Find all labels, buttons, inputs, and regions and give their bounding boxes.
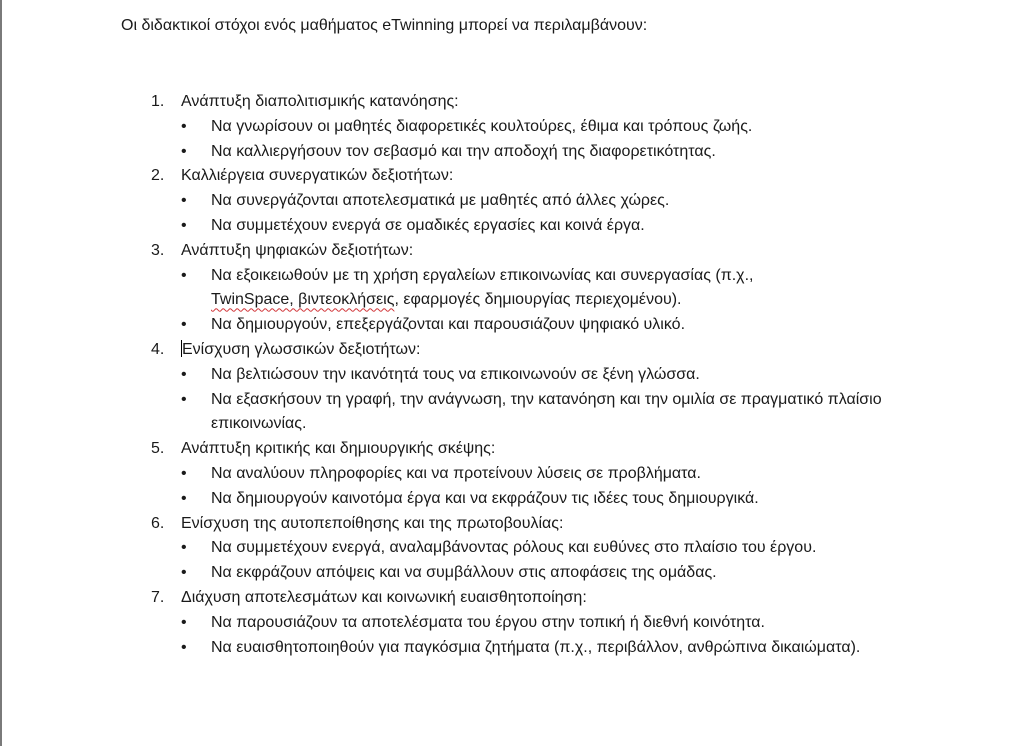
bullet-icon: • xyxy=(181,216,187,234)
bullet-item[interactable] xyxy=(0,363,901,388)
bullet-item[interactable] xyxy=(0,536,901,561)
bullet-icon: • xyxy=(181,489,187,507)
list-item-5[interactable] xyxy=(0,437,1016,462)
bullet-icon: • xyxy=(181,638,187,656)
bullet-text: Να ευαισθητοποιηθούν για παγκόσμια ζητήματα (π.χ., περιβάλλον, ανθρώπινα δικαιώματα). xyxy=(211,638,861,656)
bullet-icon: • xyxy=(181,192,187,210)
bullet-text: Να καλλιεργήσουν τον σεβασμό και την αποδοχή της διαφορετικότητας. xyxy=(211,142,716,160)
list-number: 7. xyxy=(151,588,165,606)
bullet-item[interactable] xyxy=(0,313,901,338)
bullet-text: Να εκφράζουν απόψεις και να συμβάλλουν στις αποφάσεις της ομάδας. xyxy=(211,564,717,582)
bullet-item[interactable] xyxy=(0,561,901,586)
list-item-title: Ενίσχυση γλωσσικών δεξιοτήτων: xyxy=(182,340,421,358)
list-number: 3. xyxy=(151,241,165,259)
bullet-text-continuation: , εφαρμογές δημιουργίας περιεχομένου). xyxy=(394,291,682,309)
spellcheck-underlined-text[interactable]: TwinSpace, βιντεοκλήσεις xyxy=(211,291,395,309)
bullet-icon: • xyxy=(181,390,187,408)
list-item-4[interactable] xyxy=(0,338,1016,363)
list-item-title: Καλλιέργεια συνεργατικών δεξιοτήτων: xyxy=(181,167,454,185)
bullet-item[interactable] xyxy=(0,189,901,214)
list-item-title: Ενίσχυση της αυτοπεποίθησης και της πρωτοβουλίας: xyxy=(181,514,564,532)
list-item-title: Ανάπτυξη κριτικής και δημιουργικής σκέψης: xyxy=(181,440,496,458)
bullet-text: Να δημιουργούν καινοτόμα έργα και να εκφράζουν τις ιδέες τους δημιουργικά. xyxy=(211,489,759,507)
list-number: 6. xyxy=(151,514,165,532)
bullet-icon: • xyxy=(181,316,187,334)
bullet-item[interactable] xyxy=(0,636,901,661)
bullet-text: Να εξασκήσουν τη γραφή, την ανάγνωση, την κατανόηση και την ομιλία σε πραγματικό πλαίσιο επικοινωνίας. xyxy=(211,390,882,433)
bullet-item[interactable] xyxy=(0,487,901,512)
list-number: 1. xyxy=(151,93,165,110)
bullet-item[interactable] xyxy=(0,264,901,314)
bullet-item[interactable] xyxy=(0,214,901,239)
list-item-title: Ανάπτυξη ψηφιακών δεξιοτήτων: xyxy=(181,241,414,259)
intro-paragraph[interactable]: Οι διδακτικοί στόχοι ενός μαθήματος eTwinning μπορεί να περιλαμβάνουν: xyxy=(121,17,648,34)
bullet-text: Να συμμετέχουν ενεργά σε ομαδικές εργασίες και κοινά έργα. xyxy=(211,216,645,234)
bullet-text: Να βελτιώσουν την ικανότητά τους να επικοινωνούν σε ξένη γλώσσα. xyxy=(211,365,700,383)
bullet-item[interactable] xyxy=(0,115,901,140)
bullet-icon: • xyxy=(181,142,187,160)
bullet-icon: • xyxy=(181,117,187,135)
list-item-2[interactable] xyxy=(0,164,1016,189)
bullet-text: Να συνεργάζονται αποτελεσματικά με μαθητές από άλλες χώρες. xyxy=(211,192,670,210)
bullet-item[interactable] xyxy=(0,388,901,438)
list-number: 4. xyxy=(151,340,165,358)
bullet-item[interactable] xyxy=(0,611,901,636)
list-item-title: Ανάπτυξη διαπολιτισμικής κατανόησης: xyxy=(181,93,459,110)
bullet-text: Να γνωρίσουν οι μαθητές διαφορετικές κουλτούρες, έθιμα και τρόπους ζωής. xyxy=(211,117,753,135)
bullet-text: Να δημιουργούν, επεξεργάζονται και παρουσιάζουν ψηφιακό υλικό. xyxy=(211,316,686,334)
list-item-title-with-cursor xyxy=(181,338,420,363)
list-item-6[interactable] xyxy=(0,512,1016,537)
bullet-text: Να αναλύουν πληροφορίες και να προτείνουν λύσεις σε προβλήματα. xyxy=(211,464,701,482)
bullet-text: Να παρουσιάζουν τα αποτελέσματα του έργου στην τοπική ή διεθνή κοινότητα. xyxy=(211,613,765,631)
bullet-icon: • xyxy=(181,365,187,383)
bullet-text: Να συμμετέχουν ενεργά, αναλαμβάνοντας ρόλους και ευθύνες στο πλαίσιο του έργου. xyxy=(211,539,817,557)
bullet-text: Να εξοικειωθούν με τη χρήση εργαλείων επικοινωνίας και συνεργασίας (π.χ., xyxy=(211,266,754,284)
list-number: 2. xyxy=(151,167,165,185)
bullet-icon: • xyxy=(181,464,187,482)
list-item-1[interactable] xyxy=(0,90,1016,115)
list-number: 5. xyxy=(151,440,165,458)
bullet-item[interactable] xyxy=(0,462,901,487)
bullet-item[interactable] xyxy=(0,140,901,165)
list-item-title: Διάχυση αποτελεσμάτων και κοινωνική ευαισθητοποίηση: xyxy=(181,588,587,606)
bullet-icon: • xyxy=(181,266,187,284)
numbered-list xyxy=(0,90,1016,660)
bullet-icon: • xyxy=(181,564,187,582)
bullet-icon: • xyxy=(181,613,187,631)
list-item-3[interactable] xyxy=(0,239,1016,264)
bullet-icon: • xyxy=(181,539,187,557)
list-item-7[interactable] xyxy=(0,586,1016,611)
